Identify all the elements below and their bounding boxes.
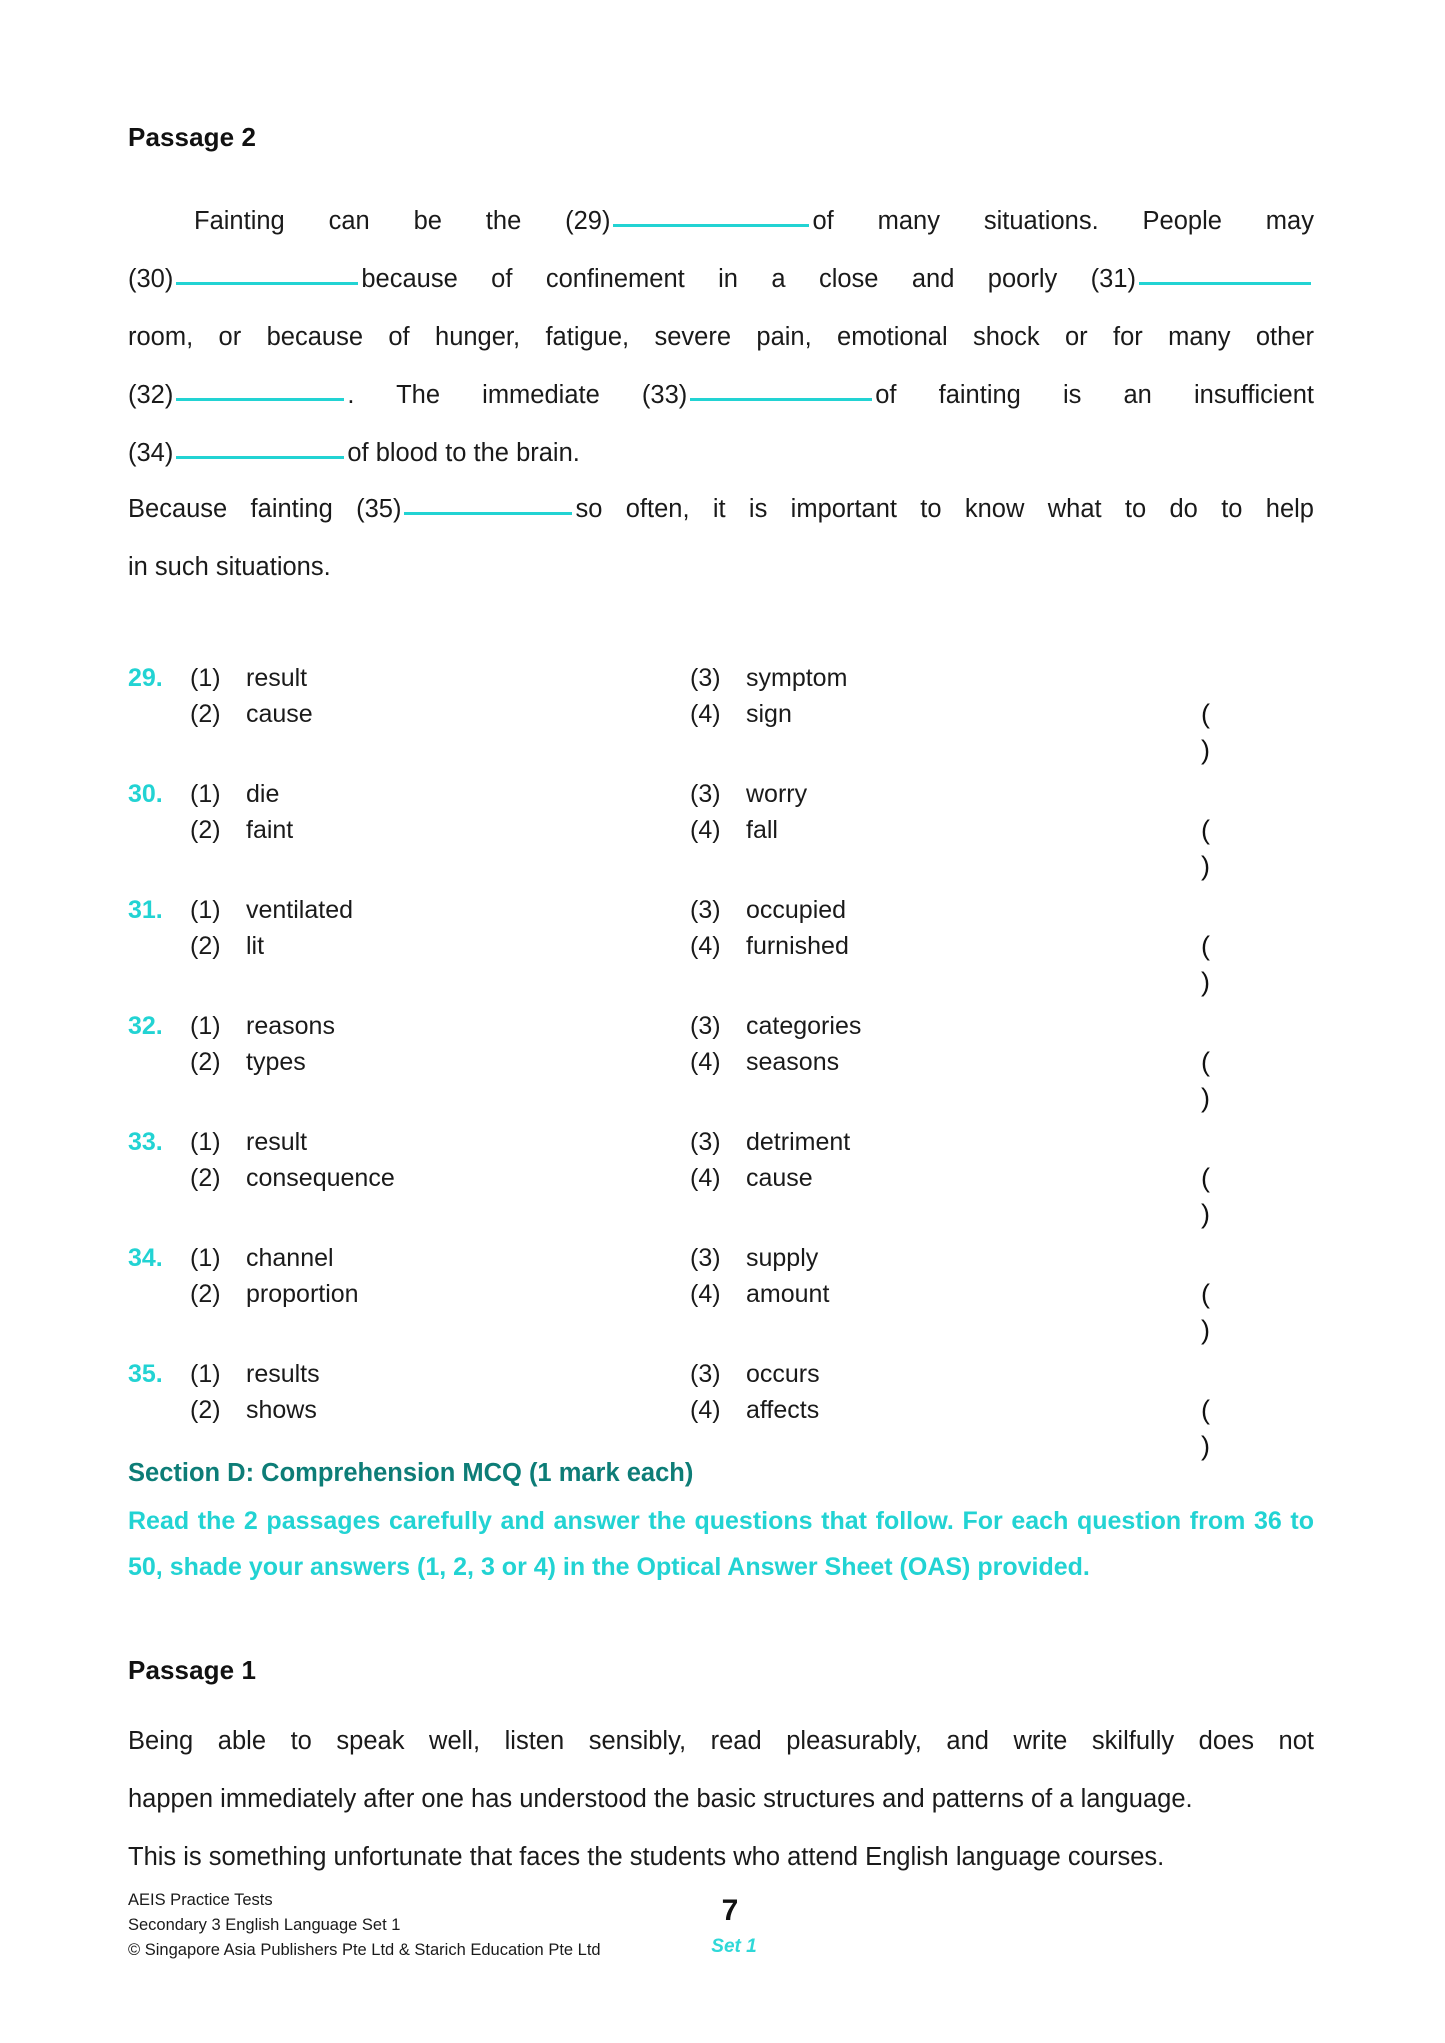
cloze-line-3 bbox=[128, 308, 1314, 366]
answer-bracket[interactable]: ( ) bbox=[1201, 1279, 1262, 1345]
question-number: 33. bbox=[128, 1128, 163, 1156]
blank-35[interactable] bbox=[404, 490, 572, 515]
option-row[interactable] bbox=[690, 776, 807, 812]
option-row[interactable] bbox=[690, 1276, 829, 1312]
option-text: cause bbox=[246, 700, 313, 728]
question-number: 29. bbox=[128, 664, 163, 692]
option-row[interactable] bbox=[190, 660, 307, 696]
option-row[interactable] bbox=[690, 1240, 818, 1276]
option-row[interactable] bbox=[190, 1276, 359, 1312]
cloze-text: of blood to the brain. bbox=[347, 439, 580, 467]
blank-32[interactable] bbox=[176, 376, 344, 401]
option-row[interactable] bbox=[190, 776, 279, 812]
option-text: proportion bbox=[246, 1280, 359, 1308]
question-number: 34. bbox=[128, 1244, 163, 1272]
answer-bracket[interactable]: ( ) bbox=[1201, 815, 1262, 881]
blank-31[interactable] bbox=[1139, 260, 1311, 285]
option-text: fall bbox=[746, 816, 778, 844]
option-row[interactable] bbox=[690, 1392, 819, 1428]
blank-34[interactable] bbox=[176, 434, 344, 459]
option-label: (1) bbox=[190, 1128, 221, 1156]
passage-2-heading: Passage 2 bbox=[128, 122, 257, 152]
cloze-text: so often, it is important to know what to do to help bbox=[575, 495, 1314, 523]
answer-bracket[interactable]: ( ) bbox=[1201, 1047, 1262, 1113]
option-label: (1) bbox=[190, 1360, 221, 1388]
option-label: (4) bbox=[690, 1048, 721, 1076]
option-row[interactable] bbox=[690, 1008, 861, 1044]
option-label: (4) bbox=[690, 1396, 721, 1424]
passage-1-body bbox=[128, 1712, 1314, 1886]
option-text: channel bbox=[246, 1244, 334, 1272]
option-label: (4) bbox=[690, 700, 721, 728]
cloze2-line-1 bbox=[128, 480, 1314, 538]
cloze-text: (30) bbox=[128, 265, 174, 293]
section-d-title: Section D: Comprehension MCQ (1 mark each) bbox=[128, 1459, 694, 1487]
option-row[interactable] bbox=[690, 812, 778, 848]
option-label: (3) bbox=[690, 664, 721, 692]
option-label: (2) bbox=[190, 1164, 221, 1192]
passage-text: This is something unfortunate that faces the students who attend English language courses. bbox=[128, 1843, 1165, 1871]
cloze-text: in such situations. bbox=[128, 553, 331, 581]
cloze-text: Because fainting (35) bbox=[128, 495, 402, 523]
question-number: 35. bbox=[128, 1360, 163, 1388]
option-row[interactable] bbox=[190, 1044, 306, 1080]
option-text: supply bbox=[746, 1244, 819, 1272]
option-label: (3) bbox=[690, 1244, 721, 1272]
cloze-line-5 bbox=[128, 424, 1314, 482]
option-label: (3) bbox=[690, 896, 721, 924]
option-row[interactable] bbox=[190, 1124, 307, 1160]
option-text: shows bbox=[246, 1396, 317, 1424]
option-row[interactable] bbox=[690, 928, 849, 964]
option-row[interactable] bbox=[190, 1392, 317, 1428]
option-row[interactable] bbox=[190, 1160, 395, 1196]
footer-copyright: © Singapore Asia Publishers Pte Ltd & Starich Education Pte Ltd bbox=[128, 1941, 601, 1959]
option-row[interactable] bbox=[690, 892, 846, 928]
option-label: (4) bbox=[690, 1280, 721, 1308]
blank-29[interactable] bbox=[613, 202, 809, 227]
option-text: types bbox=[246, 1048, 306, 1076]
question-block bbox=[128, 660, 1314, 776]
question-block bbox=[128, 1356, 1314, 1472]
cloze-line-4 bbox=[128, 366, 1314, 424]
cloze-text: . The immediate (33) bbox=[347, 381, 688, 409]
question-block bbox=[128, 1240, 1314, 1356]
cloze-passage-paragraph-1 bbox=[128, 192, 1314, 482]
option-text: occurs bbox=[746, 1360, 820, 1388]
option-text: cause bbox=[746, 1164, 813, 1192]
option-text: occupied bbox=[746, 896, 847, 924]
cloze-text: Fainting can be the (29) bbox=[194, 207, 611, 235]
question-number: 30. bbox=[128, 780, 163, 808]
option-row[interactable] bbox=[190, 1356, 320, 1392]
option-label: (1) bbox=[190, 896, 221, 924]
option-text: amount bbox=[746, 1280, 830, 1308]
option-text: symptom bbox=[746, 664, 848, 692]
option-label: (2) bbox=[190, 700, 221, 728]
passage1-line-2 bbox=[128, 1770, 1314, 1828]
option-text: faint bbox=[246, 816, 294, 844]
option-label: (1) bbox=[190, 780, 221, 808]
mcq-option-list bbox=[128, 660, 1314, 1472]
option-text: ventilated bbox=[246, 896, 354, 924]
option-label: (1) bbox=[190, 1012, 221, 1040]
footer-line-2: Secondary 3 English Language Set 1 bbox=[128, 1916, 401, 1934]
option-label: (4) bbox=[690, 1164, 721, 1192]
option-text: results bbox=[246, 1360, 320, 1388]
question-block bbox=[128, 1124, 1314, 1240]
option-label: (1) bbox=[190, 1244, 221, 1272]
option-text: worry bbox=[746, 780, 808, 808]
option-row[interactable] bbox=[190, 1008, 335, 1044]
option-label: (3) bbox=[690, 1128, 721, 1156]
cloze-text: (32) bbox=[128, 381, 174, 409]
option-label: (2) bbox=[190, 1048, 221, 1076]
passage-1-heading: Passage 1 bbox=[128, 1655, 257, 1685]
option-row[interactable] bbox=[190, 892, 353, 928]
option-label: (4) bbox=[690, 816, 721, 844]
option-label: (2) bbox=[190, 932, 221, 960]
option-text: affects bbox=[746, 1396, 820, 1424]
option-text: sign bbox=[746, 700, 792, 728]
answer-bracket[interactable]: ( ) bbox=[1201, 1395, 1262, 1461]
passage1-line-3 bbox=[128, 1828, 1314, 1886]
option-label: (4) bbox=[690, 932, 721, 960]
question-block bbox=[128, 892, 1314, 1008]
option-row[interactable] bbox=[690, 1356, 820, 1392]
option-label: (3) bbox=[690, 780, 721, 808]
answer-bracket[interactable]: ( ) bbox=[1201, 699, 1262, 765]
option-text: die bbox=[246, 780, 280, 808]
cloze-passage-paragraph-2 bbox=[128, 480, 1314, 596]
option-row[interactable] bbox=[190, 696, 313, 732]
section-d-instruction: Read the 2 passages carefully and answer the questions that follow. For each question from 36 to 50, shade your answers (1, 2, 3 or 4) in the Optical Answer Sheet (OAS) provided. bbox=[128, 1507, 1314, 1581]
option-row[interactable] bbox=[690, 1160, 813, 1196]
option-row[interactable] bbox=[190, 1240, 334, 1276]
blank-33[interactable] bbox=[690, 376, 872, 401]
cloze-text: of many situations. People may bbox=[812, 207, 1314, 235]
page-number: 7 bbox=[721, 1894, 739, 1927]
option-text: lit bbox=[246, 932, 265, 960]
cloze-text: (34) bbox=[128, 439, 174, 467]
option-row[interactable] bbox=[690, 1044, 839, 1080]
cloze-line-2 bbox=[128, 250, 1314, 308]
option-label: (2) bbox=[190, 816, 221, 844]
answer-bracket[interactable]: ( ) bbox=[1201, 1163, 1262, 1229]
cloze-text: room, or because of hunger, fatigue, severe pain, emotional shock or for many other bbox=[128, 323, 1314, 351]
question-block bbox=[128, 776, 1314, 892]
passage-text: Being able to speak well, listen sensibly, read pleasurably, and write skilfully does not bbox=[128, 1727, 1314, 1755]
blank-30[interactable] bbox=[176, 260, 358, 285]
option-label: (2) bbox=[190, 1280, 221, 1308]
option-row[interactable] bbox=[690, 660, 847, 696]
question-block bbox=[128, 1008, 1314, 1124]
option-text: categories bbox=[746, 1012, 862, 1040]
option-label: (1) bbox=[190, 664, 221, 692]
cloze-line-1 bbox=[128, 192, 1314, 250]
option-row[interactable] bbox=[190, 928, 264, 964]
set-label: Set 1 bbox=[711, 1936, 757, 1957]
cloze-text: of fainting is an insufficient bbox=[875, 381, 1314, 409]
passage-text: happen immediately after one has understood the basic structures and patterns of a language. bbox=[128, 1785, 1193, 1813]
footer-line-1: AEIS Practice Tests bbox=[128, 1891, 273, 1909]
option-row[interactable] bbox=[190, 812, 293, 848]
option-label: (3) bbox=[690, 1012, 721, 1040]
option-text: result bbox=[246, 1128, 308, 1156]
cloze-text: because of confinement in a close and poorly (31) bbox=[361, 265, 1136, 293]
option-label: (3) bbox=[690, 1360, 721, 1388]
footer-credits bbox=[128, 1888, 601, 1963]
option-row[interactable] bbox=[690, 1124, 850, 1160]
option-text: detriment bbox=[746, 1128, 851, 1156]
option-text: reasons bbox=[246, 1012, 335, 1040]
answer-bracket[interactable]: ( ) bbox=[1201, 931, 1262, 997]
option-text: seasons bbox=[746, 1048, 840, 1076]
cloze2-line-2 bbox=[128, 538, 1314, 596]
section-d bbox=[128, 1459, 1314, 1590]
option-row[interactable] bbox=[690, 696, 792, 732]
passage1-line-1 bbox=[128, 1712, 1314, 1770]
option-label: (2) bbox=[190, 1396, 221, 1424]
option-text: consequence bbox=[246, 1164, 395, 1192]
question-number: 31. bbox=[128, 896, 163, 924]
option-text: result bbox=[246, 664, 308, 692]
question-number: 32. bbox=[128, 1012, 163, 1040]
option-text: furnished bbox=[746, 932, 849, 960]
